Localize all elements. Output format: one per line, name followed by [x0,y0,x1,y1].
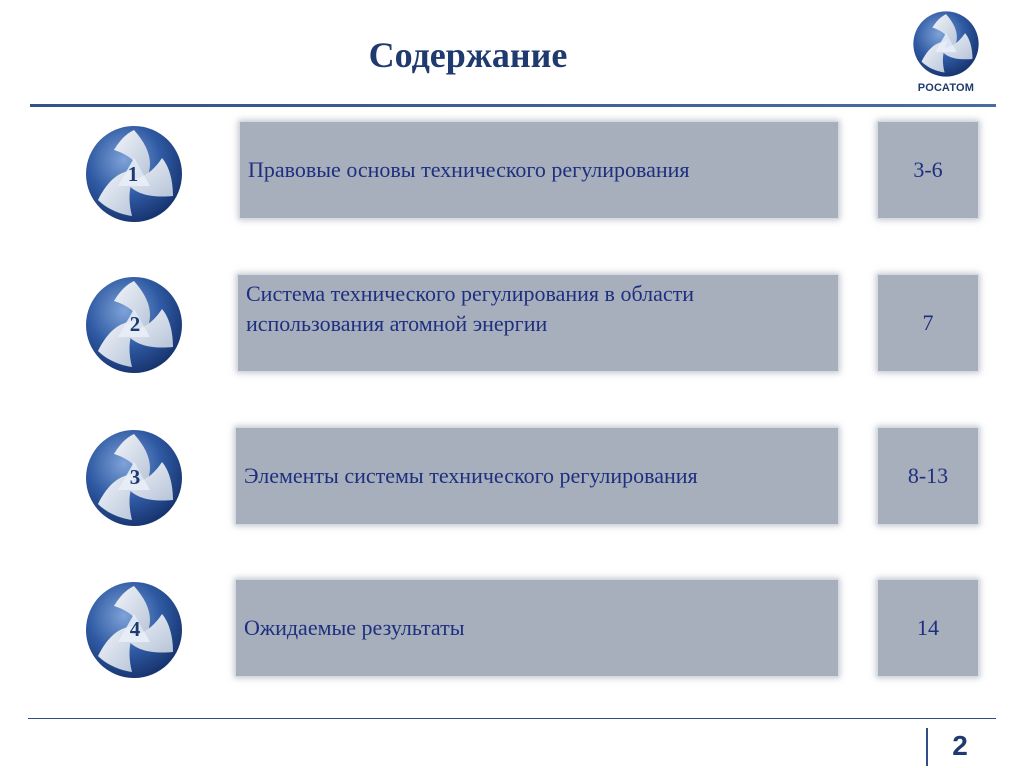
toc-item-text-box [236,580,838,676]
toc-item-text-box [236,428,838,524]
slide-number: 2 [952,730,968,761]
toc-item-1 [0,122,1024,222]
item-number: 1 [127,162,139,186]
rosatom-logo-icon [912,10,980,78]
toc-item-text: Правовые основы технического регулирования [248,157,690,182]
footer-divider [28,718,996,719]
item-number: 2 [129,312,141,336]
toc-item-3 [0,428,1024,528]
item-emblem-4 [84,580,184,680]
toc-item-text-line: Система технического регулирования в области [246,281,694,306]
toc-item-4 [0,580,1024,680]
toc-item-text-line: использования атомной энергии [246,311,548,336]
rosatom-logo [908,10,984,94]
toc-item-text-box [238,275,838,371]
item-number: 4 [129,617,141,641]
toc-item-text: Ожидаемые результаты [244,615,465,640]
page-number-separator [926,728,928,766]
toc-item-pages: 7 [878,275,978,371]
toc-item-pages: 14 [878,580,978,676]
toc-item-text: Элементы системы технического регулирования [244,463,698,488]
page-title: Содержание [368,35,568,75]
toc-item-text-box [240,122,838,218]
item-emblem-3 [84,428,184,528]
item-emblem-1 [84,124,184,224]
logo-text: РОСАТОМ [917,82,975,94]
item-emblem-2 [84,275,184,375]
item-number: 3 [129,465,141,489]
toc-item-2 [0,275,1024,375]
header-divider [30,104,996,107]
toc-item-pages: 8-13 [878,428,978,524]
toc-item-pages: 3-6 [878,122,978,218]
